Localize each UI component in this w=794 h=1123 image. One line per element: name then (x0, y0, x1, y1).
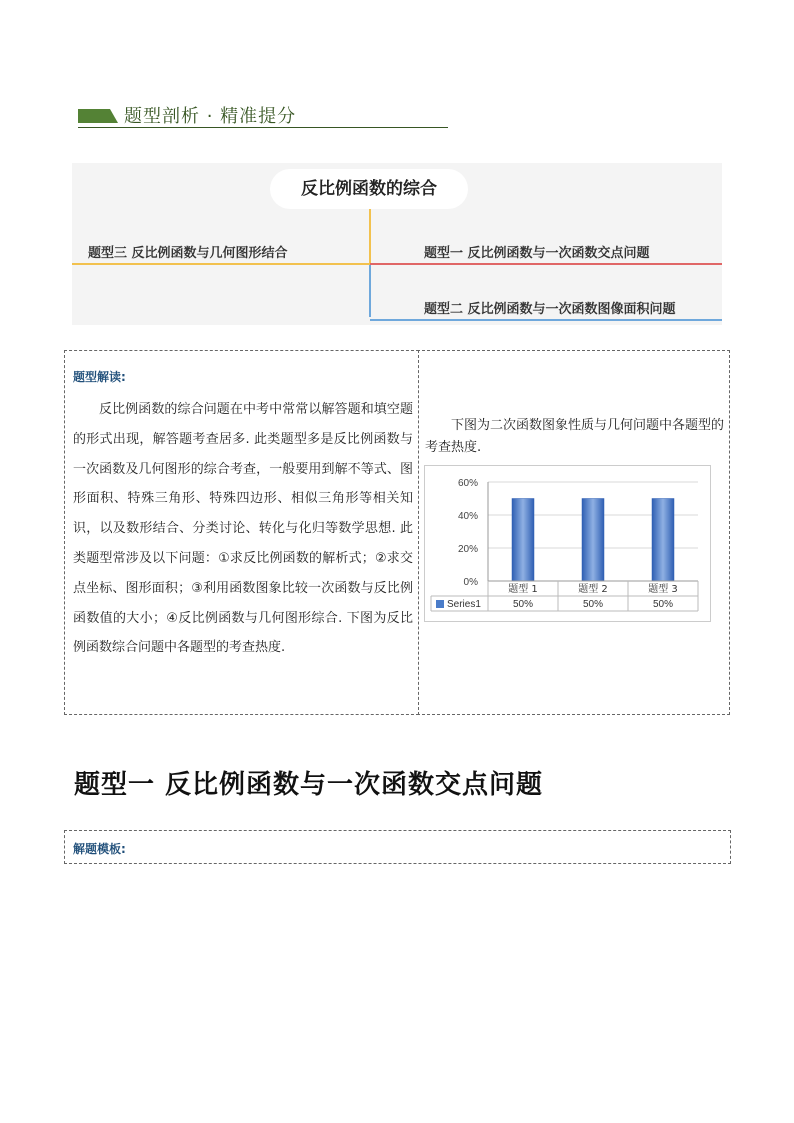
analysis-box (64, 350, 419, 715)
mind-map-branch-right2-line (370, 319, 722, 321)
chart-legend-label: Series1 (447, 599, 481, 610)
chart-bar (652, 499, 674, 582)
chart-category-label: 题型 3 (648, 584, 678, 595)
chart-legend-swatch (436, 600, 444, 608)
mind-map-branch-right-2: 题型二 反比例函数与一次函数图像面积问题 (424, 302, 676, 317)
chart-bar (582, 499, 604, 582)
chart-ytick-label: 40% (457, 511, 478, 522)
chart-ytick-label: 60% (457, 478, 478, 489)
mind-map-branch-left-line (72, 263, 370, 265)
chart-category-label: 题型 2 (578, 584, 608, 595)
heat-chart-svg (425, 466, 710, 621)
mind-map-root: 反比例函数的综合 (270, 169, 468, 209)
chart-bar (512, 499, 534, 582)
template-heading: 解题模板: (73, 842, 126, 856)
chart-intro-text: 下图为二次函数图象性质与几何问题中各题型的考查热度. (425, 418, 725, 455)
section-header (78, 100, 448, 128)
analysis-heading: 题型解读: (73, 370, 126, 384)
mind-map-branch-right-1: 题型一 反比例函数与一次函数交点问题 (424, 246, 650, 261)
mind-map-branch-left: 题型三 反比例函数与几何图形结合 (88, 246, 288, 261)
section-header-rule (78, 127, 448, 128)
chart-value-label: 50% (512, 599, 534, 610)
chart-value-label: 50% (582, 599, 604, 610)
chart-category-label: 题型 1 (508, 584, 538, 595)
mind-map-branch-right1-line (370, 263, 722, 265)
chart-ytick-label: 0% (463, 577, 478, 588)
section-header-bar (78, 109, 118, 123)
template-box (64, 830, 731, 864)
analysis-paragraph: 反比例函数的综合问题在中考中常常以解答题和填空题的形式出现，解答题考查居多. 此类题型多是反比例函数与一次函数及几何图形的综合考查，一般要用到解不等式、图形面积、特殊三角形、特殊四边形、相似三角形等相关知识，以及数形结合、分类讨论、转化与化归等数学思想. 此类题型常涉及以下问题：①求反比例函数的解析式；②求交点坐标、图形面积；③利用函数图象比较一次函数与反比例函数值的大小；④反比例函数与几何图形综合. 下图为反比例函数综合问题中各题型的考查热度. (73, 402, 413, 656)
heat-chart (424, 465, 711, 622)
section-header-title: 题型剖析 · 精准提分 (124, 106, 297, 127)
mind-map (72, 163, 722, 325)
section-title: 题型一 反比例函数与一次函数交点问题 (74, 770, 544, 800)
chart-value-label: 50% (652, 599, 674, 610)
chart-ytick-label: 20% (457, 544, 478, 555)
mind-map-stem-yellow (369, 209, 371, 265)
mind-map-stem-blue (369, 263, 371, 317)
